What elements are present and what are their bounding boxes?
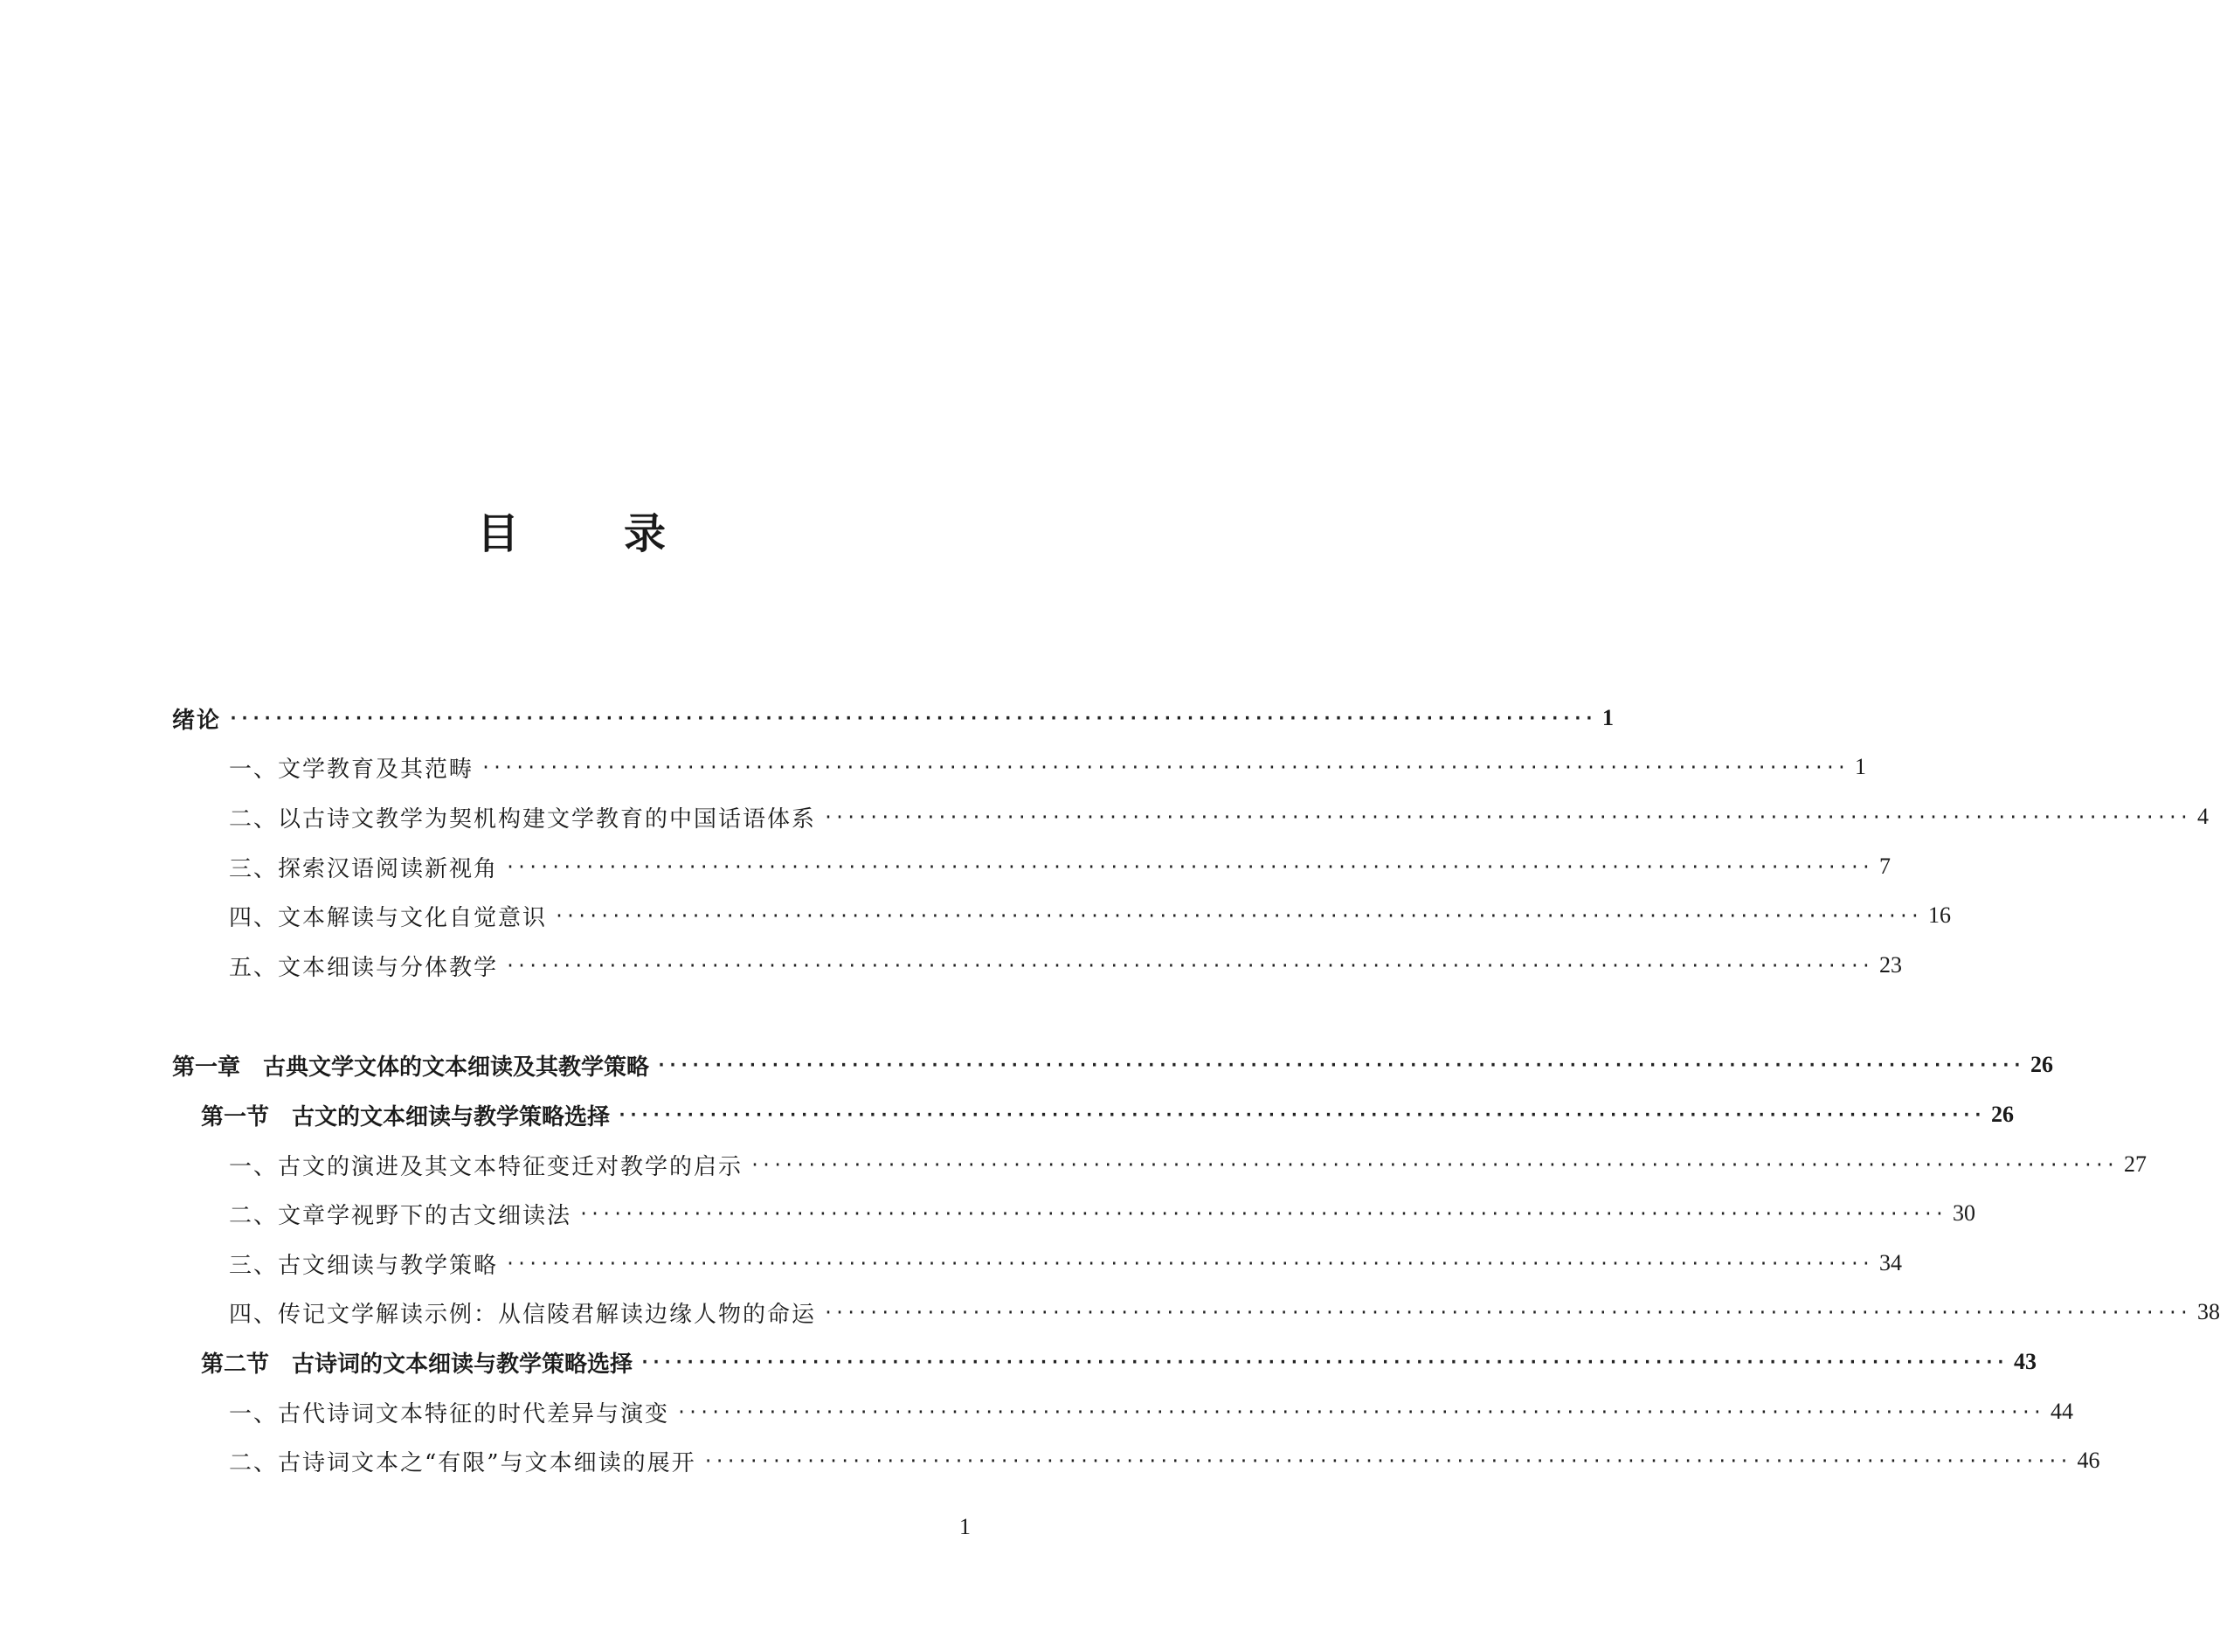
toc-entry[interactable] [0, 1147, 2147, 1182]
leader-dots: ························································································································ [505, 856, 1872, 877]
toc-entry-label: 二、文章学视野下的古文细读法 [229, 1202, 572, 1229]
leader-dots: ························································································································ [505, 955, 1872, 976]
toc-entry[interactable] [0, 1394, 2073, 1429]
toc-title-char-1: 目 [476, 509, 519, 558]
toc-entry-section-1[interactable] [0, 1097, 2014, 1132]
toc-entry-label: 四、传记文学解读示例：从信陵君解读边缘人物的命运 [229, 1301, 817, 1328]
leader-dots: ························································································································ [823, 1302, 2190, 1323]
leader-dots: ························································································································ [640, 1351, 2007, 1372]
toc-entry-page: 16 [1927, 902, 1951, 928]
leader-dots: ························································································································ [823, 806, 2190, 827]
leader-dots: ························································································································ [656, 1054, 2023, 1075]
leader-dots: ························································································································ [481, 757, 1848, 778]
toc-entry-page: 34 [1878, 1250, 1902, 1275]
toc-entry[interactable] [0, 799, 2209, 834]
leader-dots: ························································································································ [505, 1253, 1872, 1274]
toc-entry-label: 第二节 古诗词的文本细读与教学策略选择 [201, 1351, 633, 1378]
leader-dots: ························································································································ [750, 1154, 2117, 1175]
toc-entry[interactable] [0, 948, 1902, 983]
leader-dots: ························································································································ [702, 1450, 2071, 1471]
toc-entry[interactable] [0, 750, 1866, 785]
toc-entry-label: 一、古文的演进及其文本特征变迁对教学的启示 [229, 1153, 743, 1180]
toc-entry[interactable] [0, 1443, 2100, 1478]
toc-entry-page: 26 [2030, 1052, 2053, 1077]
toc-entry-label: 四、文本解读与文化自觉意识 [229, 904, 548, 931]
toc-entry-page: 38 [2196, 1299, 2220, 1324]
toc-entry-label: 三、探索汉语阅读新视角 [229, 855, 499, 882]
toc-entry[interactable] [0, 849, 1891, 884]
toc-entry[interactable] [0, 1196, 1975, 1231]
toc-entry-page: 46 [2077, 1448, 2100, 1473]
leader-dots: ························································································································ [676, 1401, 2044, 1422]
toc-entry-page: 43 [2013, 1349, 2037, 1374]
toc-entry-label: 三、古文细读与教学策略 [229, 1252, 499, 1279]
toc-entry-page: 26 [1990, 1102, 2014, 1127]
toc-entry-page: 1 [1601, 705, 1614, 730]
leader-dots: ························································································································ [228, 708, 1595, 729]
toc-entry-label: 一、文学教育及其范畴 [229, 756, 474, 783]
page-number: 1 [959, 1514, 971, 1539]
toc-entry-page: 27 [2123, 1151, 2147, 1177]
toc-entry-label: 二、以古诗文教学为契机构建文学教育的中国话语体系 [229, 805, 817, 833]
toc-entry-label: 第一章 古典文学文体的文本细读及其教学策略 [172, 1054, 650, 1081]
toc-entry-page: 4 [2196, 804, 2209, 829]
leader-dots: ························································································································ [578, 1203, 1946, 1224]
toc-entry-label: 第一节 古文的文本细读与教学策略选择 [201, 1103, 611, 1130]
toc-entry-page: 30 [1952, 1200, 1975, 1226]
toc-entry[interactable] [0, 1246, 1902, 1281]
toc-entry[interactable] [0, 898, 1951, 933]
toc-title [0, 500, 1143, 560]
leader-dots: ························································································································ [554, 905, 1921, 926]
toc-entry[interactable] [0, 1295, 2220, 1330]
toc-entry-label: 五、文本细读与分体教学 [229, 954, 499, 981]
toc-entry-label: 一、古代诗词文本特征的时代差异与演变 [229, 1400, 670, 1427]
toc-entry-page: 23 [1878, 952, 1902, 978]
toc-entry-chapter-1[interactable] [0, 1047, 2053, 1082]
toc-entry-section-2[interactable] [0, 1344, 2037, 1379]
toc-entry-page: 1 [1854, 754, 1866, 779]
toc-entry-introduction[interactable] [0, 701, 1614, 736]
leader-dots: ························································································································ [617, 1104, 1984, 1125]
toc-title-char-2: 录 [624, 509, 667, 558]
toc-entry-page: 44 [2050, 1399, 2073, 1424]
toc-entry-label: 二、古诗词文本之“有限”与文本细读的展开 [229, 1449, 696, 1476]
toc-entry-page: 7 [1878, 854, 1891, 879]
toc-entry-label: 绪论 [172, 707, 222, 734]
